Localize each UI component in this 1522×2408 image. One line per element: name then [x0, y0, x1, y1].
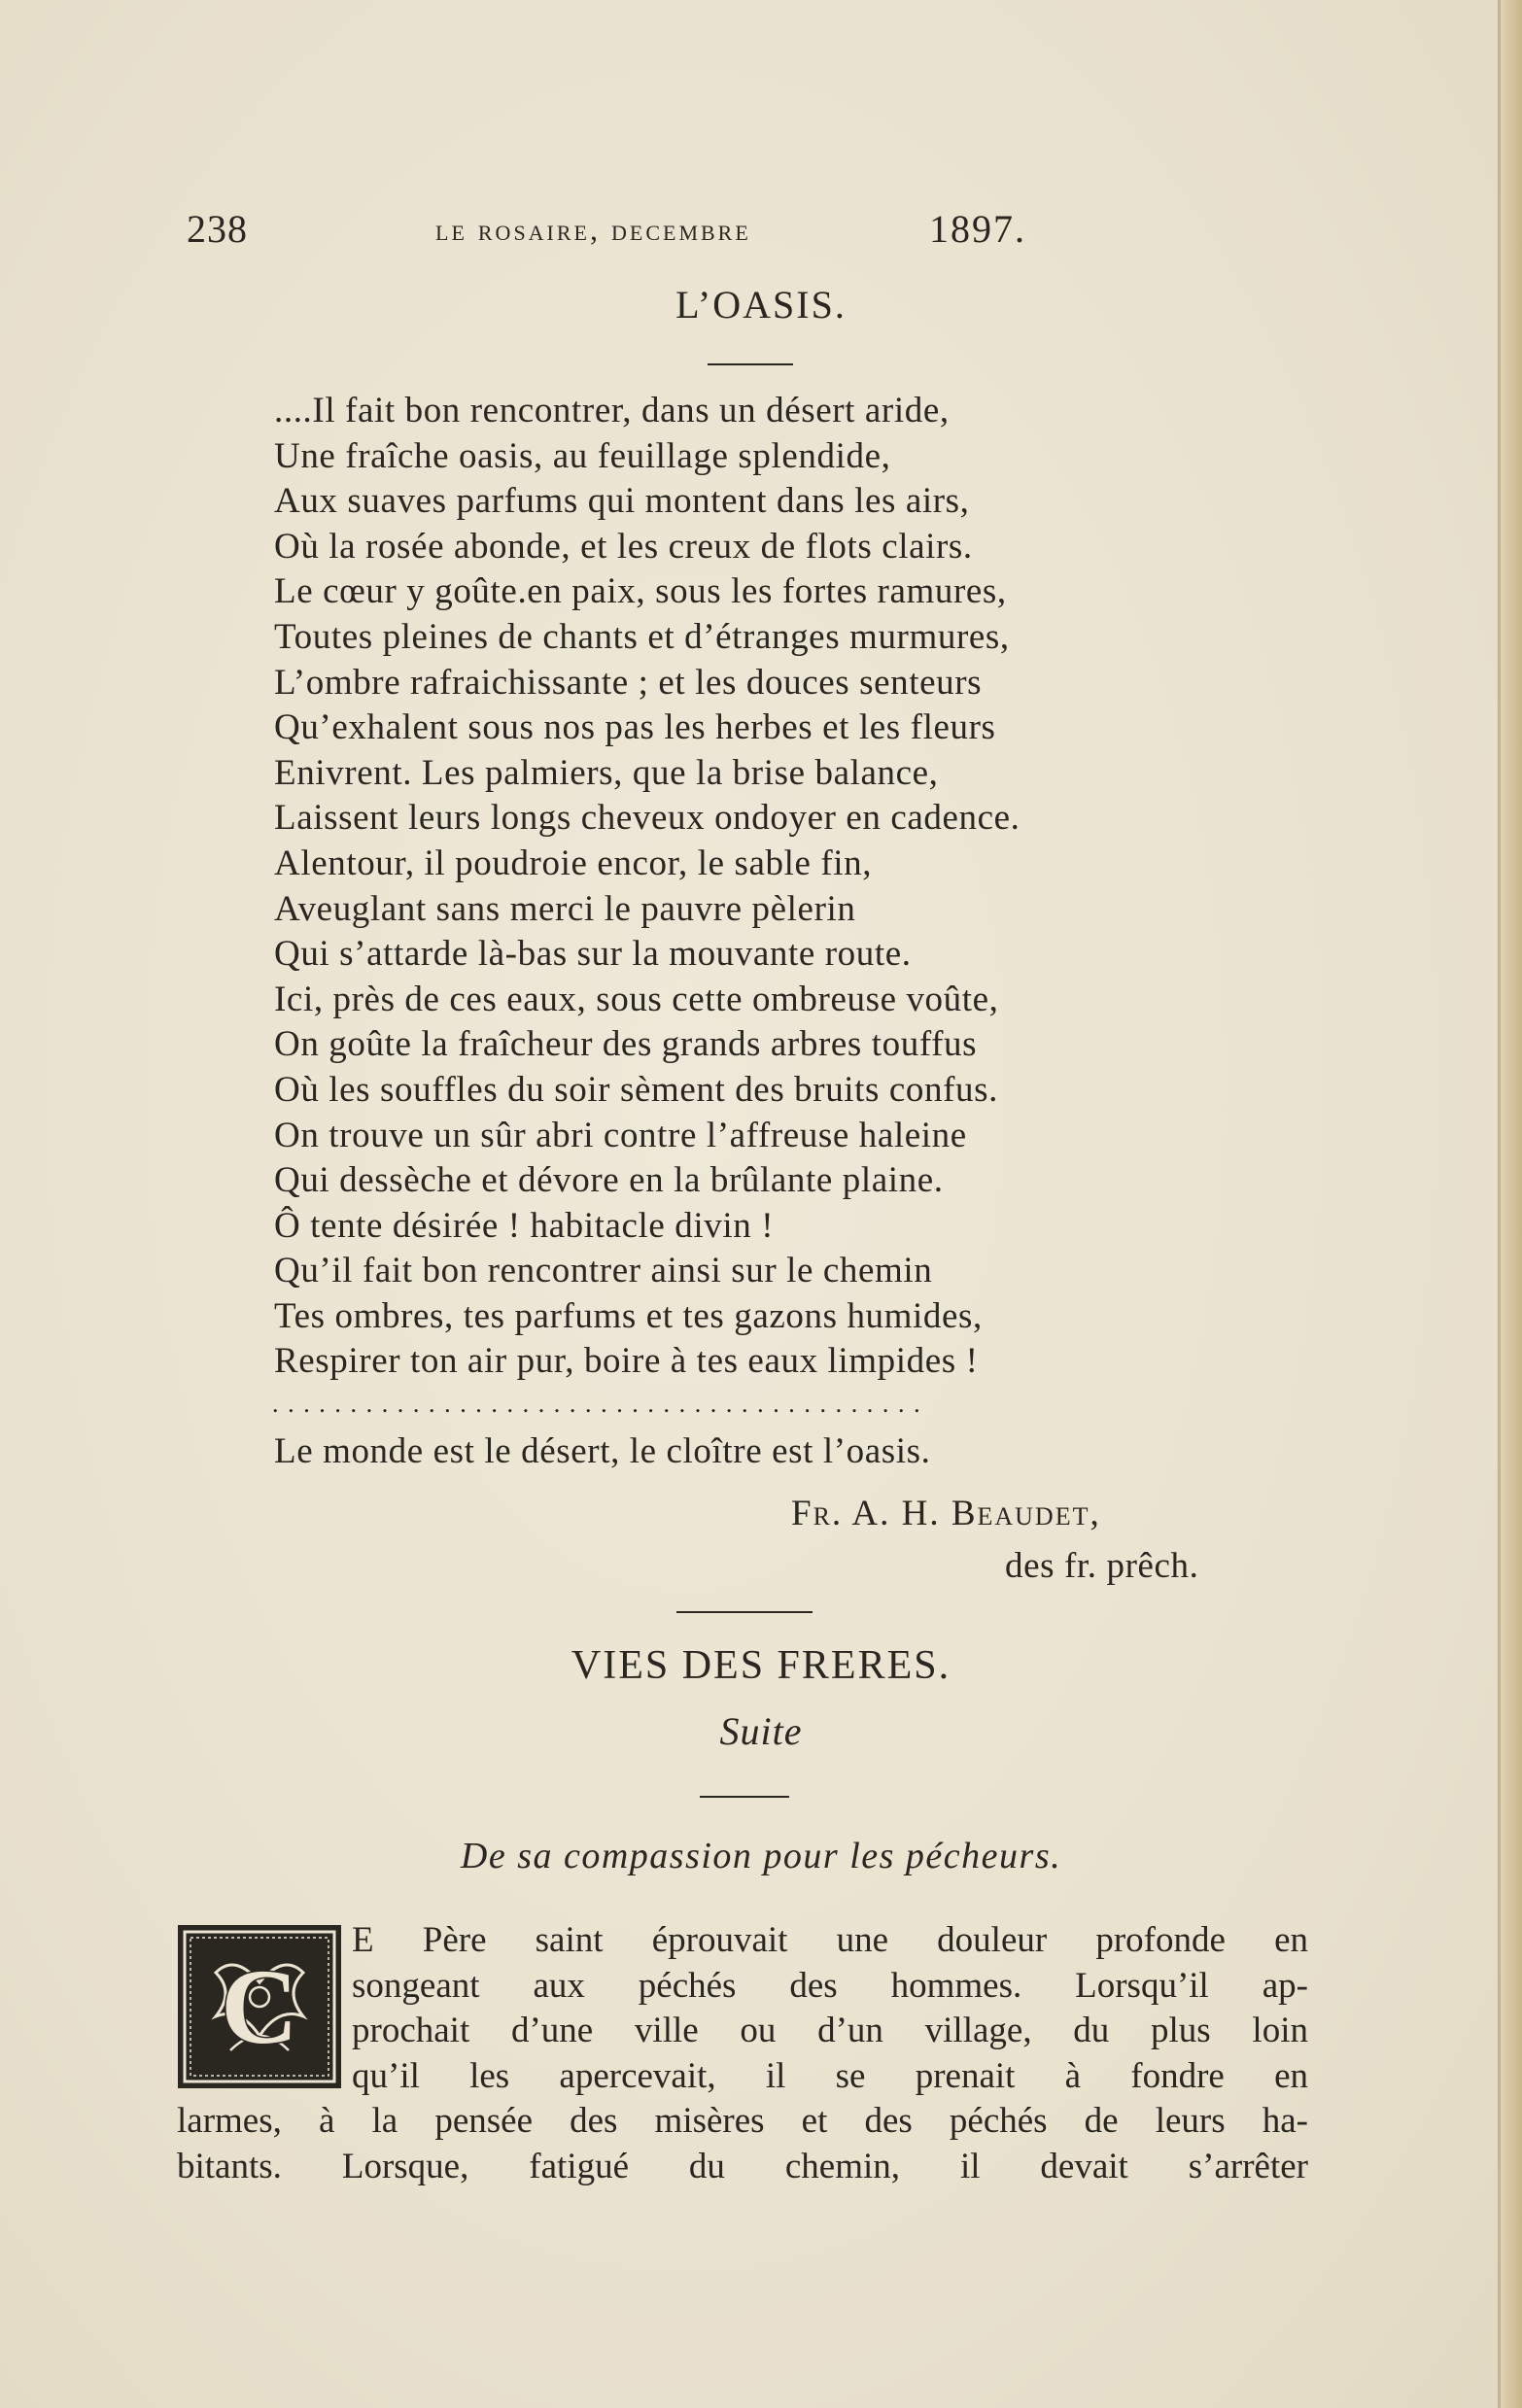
- prose-line: qu’il les apercevait, il se prenait à fondre en: [352, 2055, 1308, 2096]
- poem-line: ....Il fait bon rencontrer, dans un désert aride,: [274, 391, 950, 430]
- poem-line: Aux suaves parfums qui montent dans les airs,: [274, 481, 970, 522]
- poem-line: On trouve un sûr abri contre l’affreuse haleine: [274, 1115, 967, 1155]
- running-head-year: 1897.: [929, 207, 1026, 251]
- poem-line: Tes ombres, tes parfums et tes gazons humides,: [274, 1295, 983, 1336]
- title-rule: [708, 363, 793, 365]
- poem-line: Alentour, il poudroie encor, le sable fin,: [274, 843, 873, 883]
- author-signature: Fr. A. H. Beaudet,: [791, 1494, 1101, 1533]
- poem-line: Une fraîche oasis, au feuillage splendide,: [274, 435, 891, 476]
- poem-line: Toutes pleines de chants et d’étranges murmures,: [274, 616, 1010, 657]
- poem-closing-line: Le monde est le désert, le cloître est l’oasis.: [274, 1431, 931, 1471]
- poem-line: Aveuglant sans merci le pauvre pèlerin: [274, 888, 856, 929]
- page-edge-line: [1498, 0, 1501, 2408]
- running-head: [187, 206, 1042, 260]
- poem-line: Ici, près de ces eaux, sous cette ombreuse voûte,: [274, 979, 999, 1019]
- drop-cap-letter: C: [221, 1947, 298, 2066]
- prose-body: [177, 1918, 1308, 2190]
- poem-line: Ô tente désirée ! habitacle divin !: [274, 1205, 775, 1246]
- poem-line: Où la rosée abonde, et les creux de flots clairs.: [274, 526, 973, 567]
- section-subtitle: Suite: [719, 1709, 803, 1753]
- prose-line: bitants. Lorsque, fatigué du chemin, il devait s’arrêter: [177, 2146, 1308, 2186]
- poem-line: Qui s’attarde là-bas sur la mouvante route.: [274, 934, 912, 975]
- prose-line: larmes, à la pensée des misères et des péchés de leurs ha-: [177, 2101, 1308, 2142]
- subtitle-rule: [700, 1796, 789, 1798]
- prose-line: songeant aux péchés des hommes. Lorsqu’il ap-: [352, 1965, 1308, 2006]
- poem-line: L’ombre rafraichissante ; et les douces senteurs: [274, 662, 983, 703]
- poem-line: Laissent leurs longs cheveux ondoyer en cadence.: [274, 798, 1020, 839]
- poem-body: [274, 389, 1285, 1385]
- poem-line: Qu’il fait bon rencontrer ainsi sur le chemin: [274, 1251, 933, 1291]
- poem-line: Qui dessèche et dévore en la brûlante plaine.: [274, 1160, 944, 1201]
- section-title: VIES DES FRERES.: [571, 1643, 951, 1688]
- poem-line: On goûte la fraîcheur des grands arbres touffus: [274, 1024, 978, 1065]
- poem-line: Où les souffles du soir sèment des bruits confus.: [274, 1069, 998, 1110]
- page-number: 238: [187, 207, 248, 251]
- poem-line: Qu’exhalent sous nos pas les herbes et les fleurs: [274, 707, 996, 748]
- ellipsis-separator: ..........................................: [272, 1390, 930, 1418]
- poem-line: Enivrent. Les palmiers, que la brise balance,: [274, 752, 939, 793]
- section-rule: [676, 1611, 813, 1613]
- poem-title: L’OASIS.: [675, 283, 847, 327]
- running-head-title: le rosaire, decembre: [435, 212, 751, 247]
- poem-line: Respirer ton air pur, boire à tes eaux limpides !: [274, 1341, 979, 1382]
- poem-line: Le cœur y goûte.en paix, sous les fortes ramures,: [274, 571, 1007, 612]
- prose-line: prochait d’une ville ou d’un village, du plus loin: [352, 2011, 1308, 2051]
- chapter-heading: De sa compassion pour les pécheurs.: [460, 1836, 1062, 1876]
- prose-line: E Père saint éprouvait une douleur profonde en: [352, 1920, 1308, 1960]
- author-order: des fr. prêch.: [1005, 1546, 1199, 1586]
